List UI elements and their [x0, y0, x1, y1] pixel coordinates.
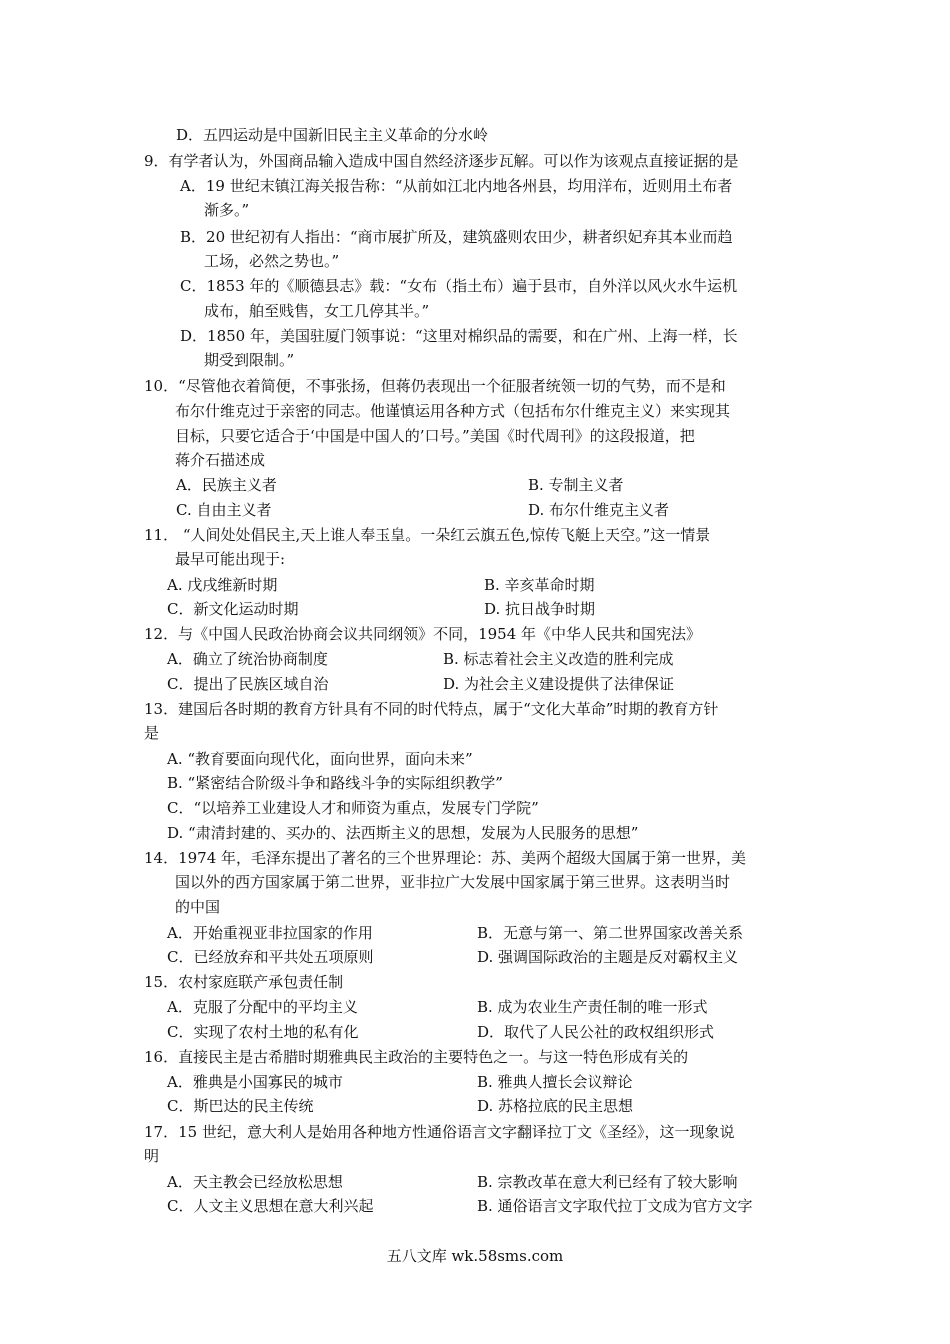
q10-stem-3: 目标，只要它适合于‘中国是中国人的’口号。”美国《时代周刊》的这段报道，把: [175, 427, 695, 445]
q13-option-a: A. “教育要面向现代化，面向世界，面向未来”: [167, 750, 473, 768]
q11-option-b: B. 辛亥革命时期: [484, 576, 595, 594]
q9-stem: 9．有学者认为，外国商品输入造成中国自然经济逐步瓦解。可以作为该观点直接证据的是: [144, 152, 739, 170]
q9-option-c-cont: 成布，舶至贱售，女工几停其半。”: [204, 302, 430, 320]
q16-option-d: D. 苏格拉底的民主思想: [477, 1097, 634, 1115]
q17-option-b: B. 宗教改革在意大利已经有了较大影响: [477, 1173, 738, 1191]
q17-stem-1: 17．15 世纪，意大利人是始用各种地方性通俗语言文字翻译拉丁文《圣经》，这一现象说: [144, 1123, 735, 1141]
q12-option-d: D. 为社会主义建设提供了法律保证: [443, 675, 675, 693]
q11-stem-2: 最早可能出现于:: [175, 550, 286, 568]
q15-option-c: C．实现了农村土地的私有化: [167, 1023, 359, 1041]
q11-option-c: C．新文化运动时期: [167, 600, 299, 618]
q16-stem: 16．直接民主是古希腊时期雅典民主政治的主要特色之一。与这一特色形成有关的: [144, 1048, 689, 1066]
q16-option-b: B. 雅典人擅长会议辩论: [477, 1073, 633, 1091]
q13-option-d: D. “肃清封建的、买办的、法西斯主义的思想，发展为人民服务的思想”: [167, 824, 639, 842]
q15-option-b: B. 成为农业生产责任制的唯一形式: [477, 998, 708, 1016]
page-footer-watermark: 五八文库 wk.58sms.com: [386, 1247, 564, 1265]
q11-stem-1: 11． “人间处处倡民主,天上谁人奉玉皇。一朵红云旗五色,惊传飞艇上天空。”这一情景: [144, 526, 711, 544]
q10-stem-2: 布尔什维克过于亲密的同志。他谨慎运用各种方式（包括布尔什维克主义）来实现其: [175, 402, 731, 420]
q17-option-a: A．天主教会已经放松思想: [167, 1173, 343, 1191]
q15-option-d: D．取代了人民公社的政权组织形式: [477, 1023, 715, 1041]
q11-option-d: D. 抗日战争时期: [484, 600, 596, 618]
q10-option-d: D. 布尔什维克主义者: [528, 501, 670, 519]
q10-stem-4: 蒋介石描述成: [175, 451, 266, 469]
q15-stem: 15．农村家庭联产承包责任制: [144, 973, 344, 991]
q16-option-a: A．雅典是小国寡民的城市: [167, 1073, 343, 1091]
q10-option-a: A．民族主义者: [176, 476, 277, 494]
q8-option-d: D．五四运动是中国新旧民主主义革命的分水岭: [176, 126, 489, 144]
q9-option-a-cont: 渐多。”: [204, 201, 250, 219]
q9-option-a: A．19 世纪末镇江海关报告称：“从前如江北内地各州县，均用洋布，近则用土布者: [180, 177, 733, 195]
q9-option-d-cont: 期受到限制。”: [204, 351, 295, 369]
q9-option-d: D．1850 年，美国驻厦门领事说：“这里对棉织品的需要，和在广州、上海一样，长: [180, 327, 738, 345]
q17-option-c: C．人文主义思想在意大利兴起: [167, 1197, 374, 1215]
q13-stem-2: 是: [144, 724, 160, 742]
q14-stem-3: 的中国: [175, 898, 221, 916]
q14-option-a: A．开始重视亚非拉国家的作用: [167, 924, 373, 942]
q12-option-a: A．确立了统治协商制度: [167, 650, 328, 668]
q14-option-c: C．已经放弃和平共处五项原则: [167, 948, 374, 966]
q9-option-c: C．1853 年的《顺德县志》载：“女布（指土布）遍于县市，自外洋以风火水牛运机: [180, 277, 738, 295]
q16-option-c: C．斯巴达的民主传统: [167, 1097, 314, 1115]
q12-option-b: B. 标志着社会主义改造的胜利完成: [443, 650, 674, 668]
q10-option-b: B. 专制主义者: [528, 476, 624, 494]
q14-option-b: B．无意与第一、第二世界国家改善关系: [477, 924, 744, 942]
q13-option-c: C．“以培养工业建设人才和师资为重点，发展专门学院”: [167, 799, 539, 817]
q17-stem-2: 明: [144, 1147, 160, 1165]
q13-option-b: B. “紧密结合阶级斗争和路线斗争的实际组织教学”: [167, 774, 503, 792]
q9-option-b-cont: 工场，必然之势也。”: [204, 252, 340, 270]
q14-option-d: D. 强调国际政治的主题是反对霸权主义: [477, 948, 739, 966]
q14-stem-2: 国以外的西方国家属于第二世界，亚非拉广大发展中国家属于第三世界。这表明当时: [175, 873, 731, 891]
q9-option-b: B．20 世纪初有人指出：“商市展扩所及，建筑盛则农田少，耕者织妃弃其本业而趋: [180, 228, 733, 246]
q17-option-d: B. 通俗语言文字取代拉丁文成为官方文字: [477, 1197, 753, 1215]
q11-option-a: A. 戊戌维新时期: [167, 576, 278, 594]
q14-stem-1: 14．1974 年，毛泽东提出了著名的三个世界理论：苏、美两个超级大国属于第一世界，美: [144, 849, 747, 867]
q15-option-a: A．克服了分配中的平均主义: [167, 998, 358, 1016]
q10-option-c: C. 自由主义者: [176, 501, 272, 519]
q10-stem-1: 10．“尽管他衣着简便，不事张扬，但蒋仍表现出一个征服者统领一切的气势，而不是和: [144, 377, 726, 395]
q13-stem-1: 13．建国后各时期的教育方针具有不同的时代特点，属于“文化大革命”时期的教育方针: [144, 700, 719, 718]
q12-option-c: C．提出了民族区域自治: [167, 675, 329, 693]
q12-stem: 12．与《中国人民政治协商会议共同纲领》不同，1954 年《中华人民共和国宪法》: [144, 625, 702, 643]
